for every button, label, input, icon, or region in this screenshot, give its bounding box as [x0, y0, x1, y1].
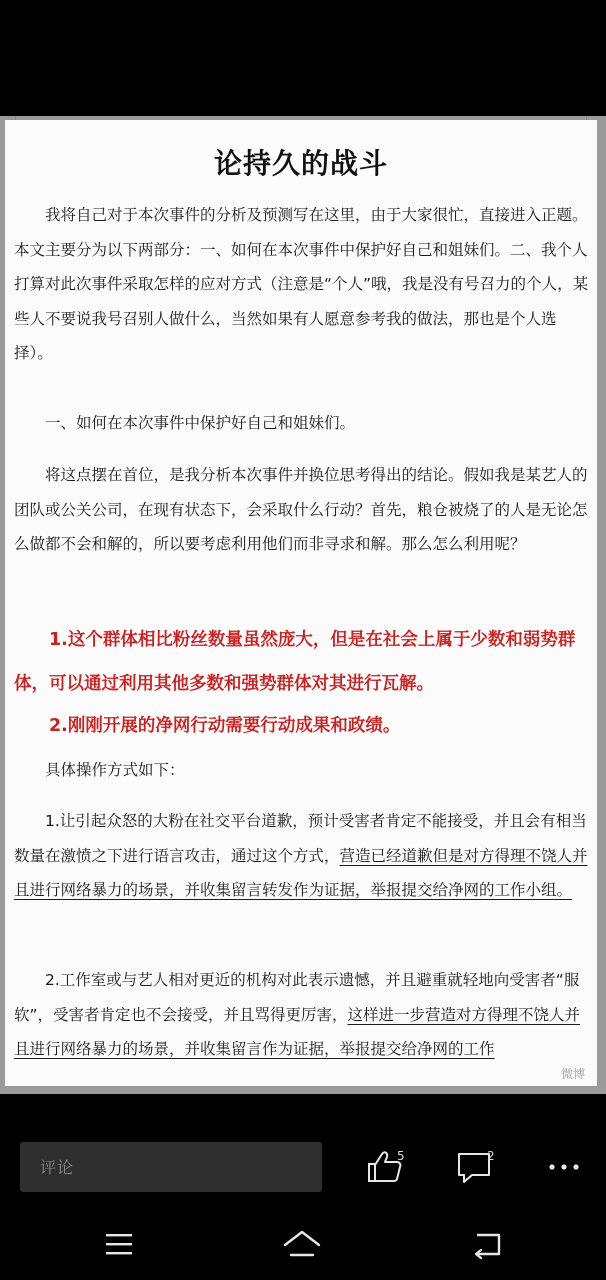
watermark: 微博 [560, 1067, 585, 1081]
method-two-text: 2.工作室或与艺人相对更近的机构对此表示遗憾，并且避重就轻地向受害者“服软”，受害者肯定也不会接受，并且骂得更厉害， [14, 971, 580, 1024]
back-button[interactable] [467, 1226, 507, 1262]
section-one-heading: 一、如何在本次事件中保护好自己和姐妹们。 [45, 414, 356, 432]
menu-button[interactable] [99, 1226, 139, 1262]
like-count: 5 [397, 1149, 405, 1163]
back-icon [467, 1226, 507, 1262]
like-button[interactable] [366, 1142, 416, 1192]
point-one-emphasis: 1.这个群体相比粉丝数量虽然庞大，但是在社会上属于少数和弱势群体，可以通过利用其他多数和强势群体对其进行瓦解。 [14, 630, 576, 694]
method-two-underlined: 这样进一步营造对方得理不饶人并且进行网络暴力的场景，并收集留言作为证据，举报提交给净网的工作 [14, 1005, 581, 1058]
home-icon [282, 1226, 322, 1262]
analysis-paragraph: 将这点摆在首位，是我分析本次事件并换位思考得出的结论。假如我是某艺人的团队或公关公司，在现有状态下，会采取什么行动？首先，粮仓被烧了的人是无论怎么做都不会和解的，所以要考虑利用他们而非寻求和解。那么怎么利用呢？ [14, 466, 588, 553]
more-button[interactable] [546, 1142, 586, 1192]
home-button[interactable] [282, 1226, 322, 1262]
system-navigation-bar [0, 1208, 606, 1280]
comment-placeholder: 评论 [40, 1158, 75, 1177]
menu-icon [99, 1226, 139, 1262]
document-title: 论持久的战斗 [213, 147, 388, 180]
method-one-underlined: 营造已经道歉但是对方得理不饶人并且进行网络暴力的场景，并收集留言转发作为证据，举报提交给净网的工作小组。 [14, 846, 588, 899]
comment-input[interactable] [20, 1142, 322, 1192]
method-heading: 具体操作方式如下： [45, 761, 185, 779]
more-dots-icon [546, 1150, 582, 1184]
method-one-paragraph [14, 804, 589, 908]
document-page [5, 120, 597, 1086]
document-viewer[interactable] [0, 116, 606, 1094]
method-one-text: 1.让引起众怒的大粉在社交平台道歉，预计受害者肯定不能接受，并且会有相当数量在激愤之下进行语言攻击，通过这个方式， [14, 812, 587, 865]
method-two-paragraph [14, 963, 589, 1067]
point-two-emphasis: 2.刚刚开展的净网行动需要行动成果和政绩。 [49, 716, 401, 736]
comment-count: 2 [487, 1149, 495, 1163]
bottom-action-bar [0, 1126, 606, 1208]
comment-button[interactable] [456, 1142, 506, 1192]
intro-paragraph: 我将自己对于本次事件的分析及预测写在这里，由于大家很忙，直接进入正题。本文主要分为以下两部分：一、如何在本次事件中保护好自己和姐妹们。二、我个人打算对此次事件采取怎样的应对方式（注意是“个人”哦，我是没有号召力的个人，某些人不要说我号召别人做什么，当然如果有人愿意参考我的做法，那也是个人选择）。 [14, 206, 589, 362]
